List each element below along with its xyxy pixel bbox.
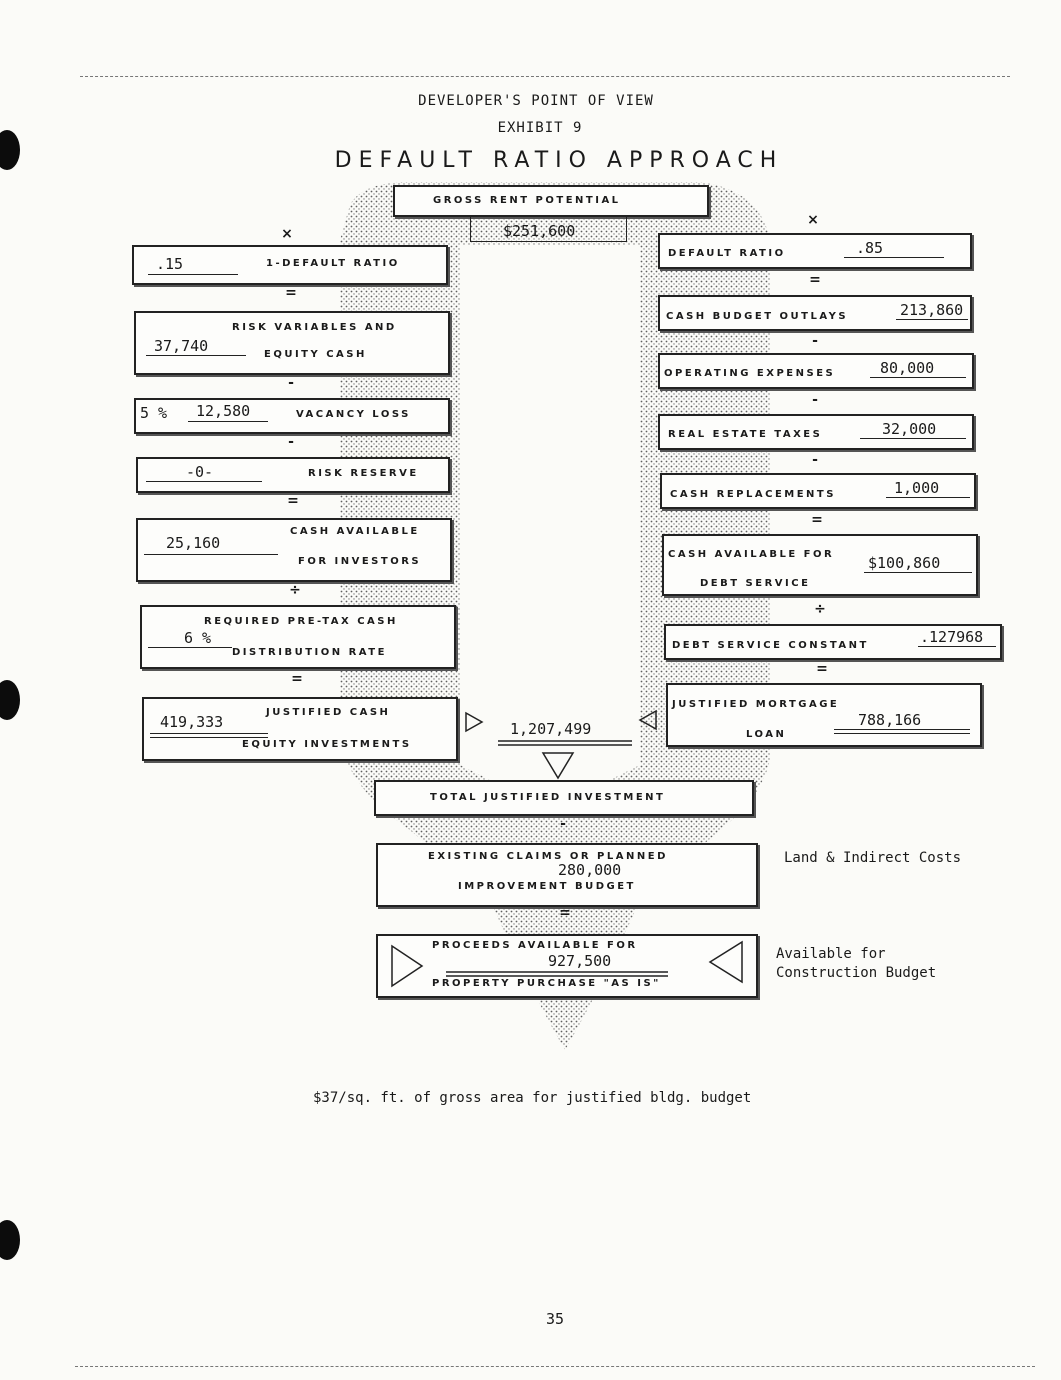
justified-mortgage-label-2: LOAN [746, 729, 787, 740]
real-estate-taxes-value: 32,000 [882, 420, 937, 438]
header-line-1: DEVELOPER'S POINT OF VIEW [418, 93, 654, 109]
total-justified-investment-value: 1,207,499 [510, 720, 592, 738]
cash-budget-outlays-value: 213,860 [900, 301, 964, 319]
proceeds-left-triangle-icon [710, 942, 742, 982]
left-op-multiply: × [281, 226, 293, 242]
right-op-multiply: × [807, 212, 819, 228]
one-minus-default-ratio-label: 1-DEFAULT RATIO [266, 258, 400, 269]
proceeds-available-box [376, 934, 758, 998]
vacancy-loss-label: VACANCY LOSS [296, 409, 411, 420]
right-op-6: ÷ [814, 601, 826, 617]
total-justified-investment-label: TOTAL JUSTIFIED INVESTMENT [430, 792, 666, 803]
left-pointing-triangle-icon [640, 711, 656, 729]
left-op-3: - [288, 434, 294, 450]
right-op-2: - [812, 333, 818, 349]
footnote: $37/sq. ft. of gross area for justified bldg. budget [313, 1090, 752, 1106]
left-op-5: ÷ [289, 582, 301, 598]
justified-cash-equity-value: 419,333 [160, 713, 224, 731]
cash-available-value: 25,160 [166, 534, 221, 552]
justified-cash-equity-label-2: EQUITY INVESTMENTS [242, 739, 412, 750]
cash-budget-outlays-label: CASH BUDGET OUTLAYS [666, 311, 849, 322]
page-number: 35 [546, 1310, 565, 1328]
left-op-4: = [287, 493, 299, 509]
distribution-rate-value: 6 % [184, 629, 212, 647]
existing-claims-label-2: IMPROVEMENT BUDGET [458, 881, 636, 892]
debt-service-constant-value: .127968 [920, 628, 984, 646]
right-op-3: - [812, 392, 818, 408]
existing-claims-value: 280,000 [558, 861, 622, 879]
risk-variables-value: 37,740 [154, 337, 209, 355]
operating-expenses-label: OPERATING EXPENSES [664, 368, 836, 379]
total-justified-investment-box [374, 780, 754, 816]
existing-claims-label-1: EXISTING CLAIMS OR PLANNED [428, 851, 668, 862]
left-op-1: = [285, 285, 297, 301]
proceeds-available-value: 927,500 [548, 952, 612, 970]
cash-available-debt-value: $100,860 [868, 554, 941, 572]
distribution-rate-label-2: DISTRIBUTION RATE [232, 647, 387, 658]
center-op-2: = [559, 905, 571, 921]
right-op-5: = [811, 512, 823, 528]
real-estate-taxes-label: REAL ESTATE TAXES [668, 429, 823, 440]
cash-available-debt-label-1: CASH AVAILABLE FOR [668, 549, 835, 560]
land-indirect-costs-note: Land & Indirect Costs [784, 850, 962, 866]
debt-service-constant-label: DEBT SERVICE CONSTANT [672, 640, 869, 651]
down-pointing-triangle-icon [543, 753, 573, 778]
page-title: DEFAULT RATIO APPROACH [334, 148, 784, 173]
proceeds-right-triangle-icon [392, 946, 422, 986]
proceeds-available-label-2: PROPERTY PURCHASE "AS IS" [432, 978, 661, 989]
cash-available-label-2: FOR INVESTORS [298, 556, 422, 567]
justified-mortgage-value: 788,166 [858, 711, 922, 729]
right-pointing-triangle-icon [466, 713, 482, 731]
justified-mortgage-label-1: JUSTIFIED MORTGAGE [672, 699, 840, 710]
cash-replacements-value: 1,000 [894, 479, 940, 497]
vacancy-loss-pct: 5 % [140, 404, 168, 422]
operating-expenses-value: 80,000 [880, 359, 935, 377]
risk-reserve-label: RISK RESERVE [308, 468, 419, 479]
distribution-rate-label-1: REQUIRED PRE-TAX CASH [204, 616, 398, 627]
construction-budget-note: Construction Budget [776, 965, 937, 981]
cash-available-label-1: CASH AVAILABLE [290, 526, 420, 537]
cash-available-debt-label-2: DEBT SERVICE [700, 578, 811, 589]
gross-rent-label: GROSS RENT POTENTIAL [433, 195, 621, 206]
right-op-1: = [809, 272, 821, 288]
default-ratio-value: .85 [856, 239, 884, 257]
justified-cash-equity-label-1: JUSTIFIED CASH [266, 707, 391, 718]
available-for-note: Available for [776, 946, 886, 962]
existing-claims-box [376, 843, 758, 907]
right-op-7: = [816, 661, 828, 677]
gross-rent-value: $251,600 [503, 222, 576, 240]
center-op-1: - [560, 816, 566, 832]
left-op-2: - [288, 375, 294, 391]
right-op-4: - [812, 452, 818, 468]
risk-reserve-value: -0- [186, 463, 214, 481]
default-ratio-label: DEFAULT RATIO [668, 248, 786, 259]
risk-variables-label-2: EQUITY CASH [264, 349, 367, 360]
vacancy-loss-value: 12,580 [196, 402, 251, 420]
header-line-2: EXHIBIT 9 [497, 120, 583, 136]
risk-variables-label-1: RISK VARIABLES AND [232, 322, 397, 333]
proceeds-available-label-1: PROCEEDS AVAILABLE FOR [432, 940, 638, 951]
left-op-6: = [291, 671, 303, 687]
one-minus-default-ratio-value: .15 [156, 255, 184, 273]
cash-replacements-label: CASH REPLACEMENTS [670, 489, 836, 500]
